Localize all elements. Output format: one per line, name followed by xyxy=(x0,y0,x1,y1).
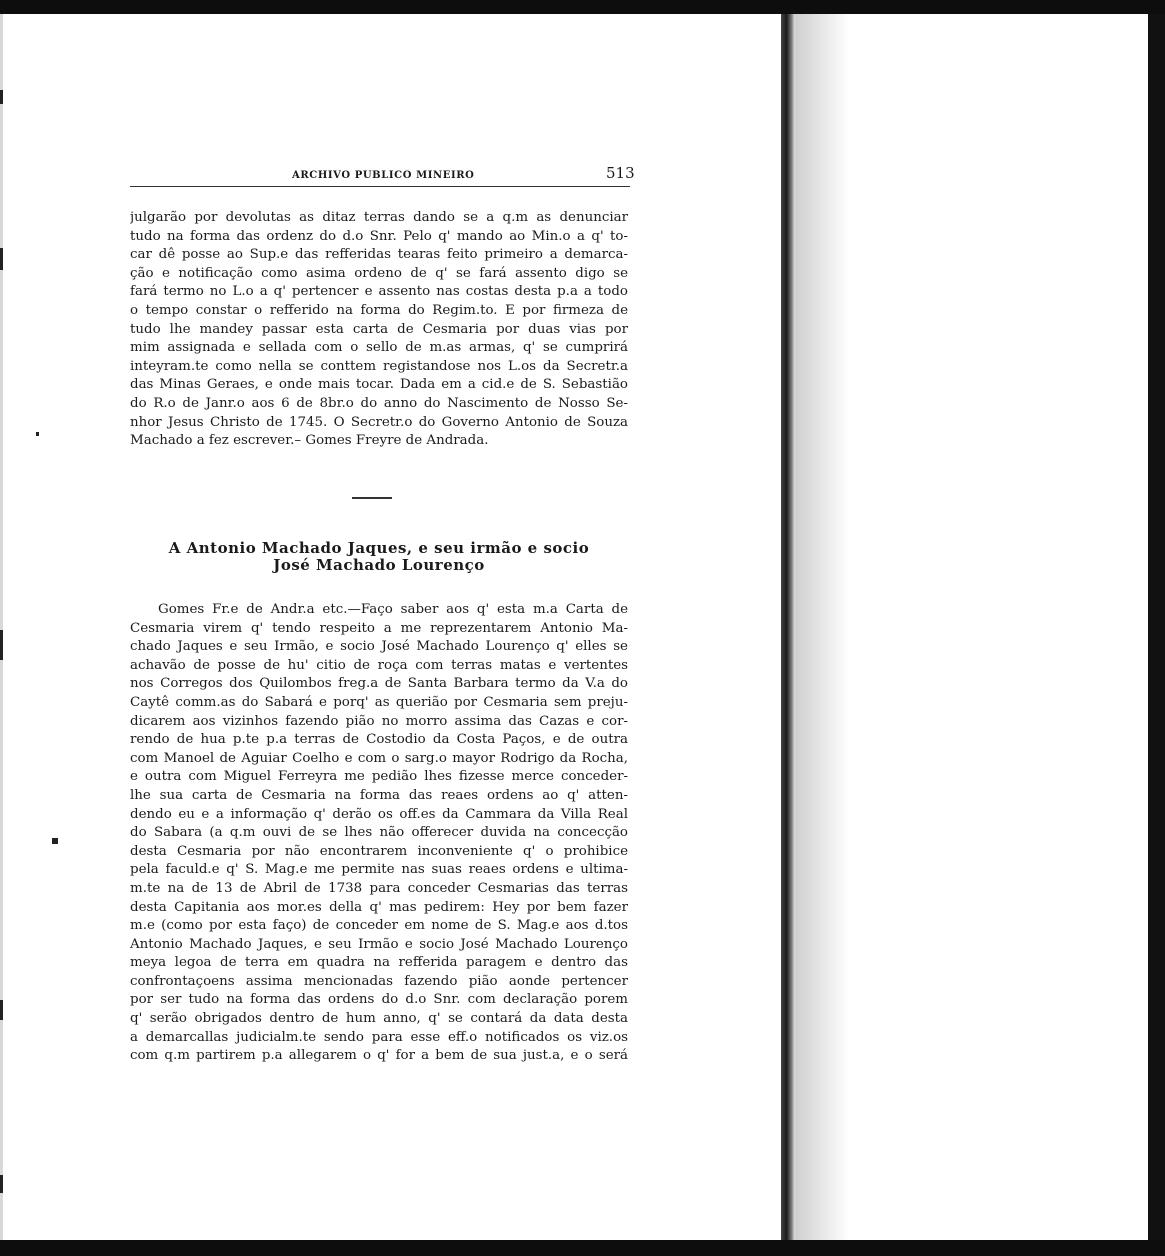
text-line: ção e notificação como asima ordeno de q' se fará assento digo se xyxy=(130,265,628,281)
scan-mark xyxy=(0,630,3,660)
text-line: Caytê comm.as do Sabará e porq' as querião por Cesmaria sem preju- xyxy=(130,694,628,710)
header-rule xyxy=(130,186,630,187)
text-line: fará termo no L.o a q' pertencer e assento nas costas desta p.a a todo xyxy=(130,284,628,300)
text-line: lhe sua carta de Cesmaria na forma das reaes ordens ao q' atten- xyxy=(130,787,628,803)
section-separator xyxy=(352,497,392,499)
text-line: dendo eu e a informação q' derão os off.es da Cammara da Villa Real xyxy=(130,806,628,822)
text-line: m.te na de 13 de Abril de 1738 para conceder Cesmarias das terras xyxy=(130,880,628,896)
text-line: nos Corregos dos Quilombos freg.a de Santa Barbara termo da V.a do xyxy=(130,676,628,692)
section-heading xyxy=(130,540,628,574)
page-number: 513 xyxy=(606,164,635,182)
text-line: e outra com Miguel Ferreyra me pedião lhes fizesse merce conceder- xyxy=(130,769,628,785)
text-line: tudo lhe mandey passar esta carta de Cesmaria por duas vias por xyxy=(130,321,628,337)
text-line: desta Capitania aos mor.es della q' mas pedirem: Hey por bem fazer xyxy=(130,899,628,915)
text-line: das Minas Geraes, e onde mais tocar. Dada em a cid.e de S. Sebastião xyxy=(130,377,628,393)
text-line: car dê posse ao Sup.e das refferidas tearas feito primeiro a demarca- xyxy=(130,247,628,263)
scan-left-edge xyxy=(0,14,3,1240)
page-header xyxy=(130,164,635,188)
text-line: por ser tudo na forma das ordens do d.o Snr. com declaração porem xyxy=(130,992,628,1008)
scan-mark xyxy=(0,248,3,270)
text-line: Machado a fez escrever.– Gomes Freyre de Andrada. xyxy=(130,433,489,449)
book-gutter xyxy=(781,14,795,1240)
scan-mark xyxy=(0,1175,3,1193)
text-line: pela faculd.e q' S. Mag.e me permite nas suas reaes ordens e ultima- xyxy=(130,862,628,878)
scan-speck xyxy=(36,432,39,436)
text-line: com q.m partirem p.a allegarem o q' for a bem de sua just.a, e o será xyxy=(130,1048,628,1064)
scan-bottom-border xyxy=(0,1240,1165,1256)
text-line: mim assignada e sellada com o sello de m.as armas, q' se cumprirá xyxy=(130,340,628,356)
scan-mark xyxy=(0,90,3,104)
text-line: dicarem aos vizinhos fazendo pião no morro assima das Cazas e cor- xyxy=(130,713,628,729)
text-line: confrontaçoens assima mencionadas fazendo pião aonde pertencer xyxy=(130,973,628,989)
text-line: do Sabara (a q.m ouvi de se lhes não offerecer duvida na concecção xyxy=(130,825,628,841)
scan-right-border xyxy=(1148,14,1165,1240)
scan-top-border xyxy=(0,0,1165,14)
paragraph-carta-body xyxy=(130,601,628,1066)
text-line: Cesmaria virem q' tendo respeito a me reprezentarem Antonio Ma- xyxy=(130,620,628,636)
scan-mark xyxy=(0,1000,3,1020)
text-line: achavão de posse de hu' citio de roça com terras matas e vertentes xyxy=(130,657,628,673)
text-line: Antonio Machado Jaques, e seu Irmão e socio José Machado Lourenço xyxy=(130,936,628,952)
text-line: nhor Jesus Christo de 1745. O Secretr.o do Governo Antonio de Souza xyxy=(130,414,628,430)
text-line: tudo na forma das ordenz do d.o Snr. Pelo q' mando ao Min.o a q' to- xyxy=(130,228,628,244)
paragraph-carta-conclusion xyxy=(130,209,628,451)
text-line: q' serão obrigados dentro de hum anno, q' se contará da data desta xyxy=(130,1011,628,1027)
section-heading-line: A Antonio Machado Jaques, e seu irmão e socio xyxy=(168,539,590,557)
text-line: inteyram.te como nella se conttem registandose nos L.os da Secretr.a xyxy=(130,358,628,374)
text-line: julgarão por devolutas as ditaz terras dando se a q.m as denunciar xyxy=(130,210,628,225)
scan-speck xyxy=(52,838,58,844)
text-line: desta Cesmaria por não encontrarem inconveniente q' o prohibice xyxy=(130,843,628,859)
text-line: Gomes Fr.e de Andr.a etc.—Faço saber aos q' esta m.a Carta de xyxy=(158,602,628,617)
text-line: meya legoa de terra em quadra na refferida paragem e dentro das xyxy=(130,955,628,971)
section-heading-line: José Machado Lourenço xyxy=(273,556,485,574)
text-line: rendo de hua p.te p.a terras de Costodio da Costa Paços, e de outra xyxy=(130,732,628,748)
text-line: do R.o de Janr.o aos 6 de 8br.o do anno do Nascimento de Nosso Se- xyxy=(130,395,628,411)
running-title: ARCHIVO PUBLICO MINEIRO xyxy=(292,170,475,181)
text-line: a demarcallas judicialm.te sendo para esse eff.o notificados os viz.os xyxy=(130,1029,628,1045)
text-line: chado Jaques e seu Irmão, e socio José Machado Lourenço q' elles se xyxy=(130,639,628,655)
gutter-shadow xyxy=(795,14,850,1240)
text-line: m.e (como por esta faço) de conceder em nome de S. Mag.e aos d.tos xyxy=(130,918,628,934)
text-line: com Manoel de Aguiar Coelho e com o sarg.o mayor Rodrigo da Rocha, xyxy=(130,750,628,766)
text-line: o tempo constar o refferido na forma do Regim.to. E por firmeza de xyxy=(130,302,628,318)
